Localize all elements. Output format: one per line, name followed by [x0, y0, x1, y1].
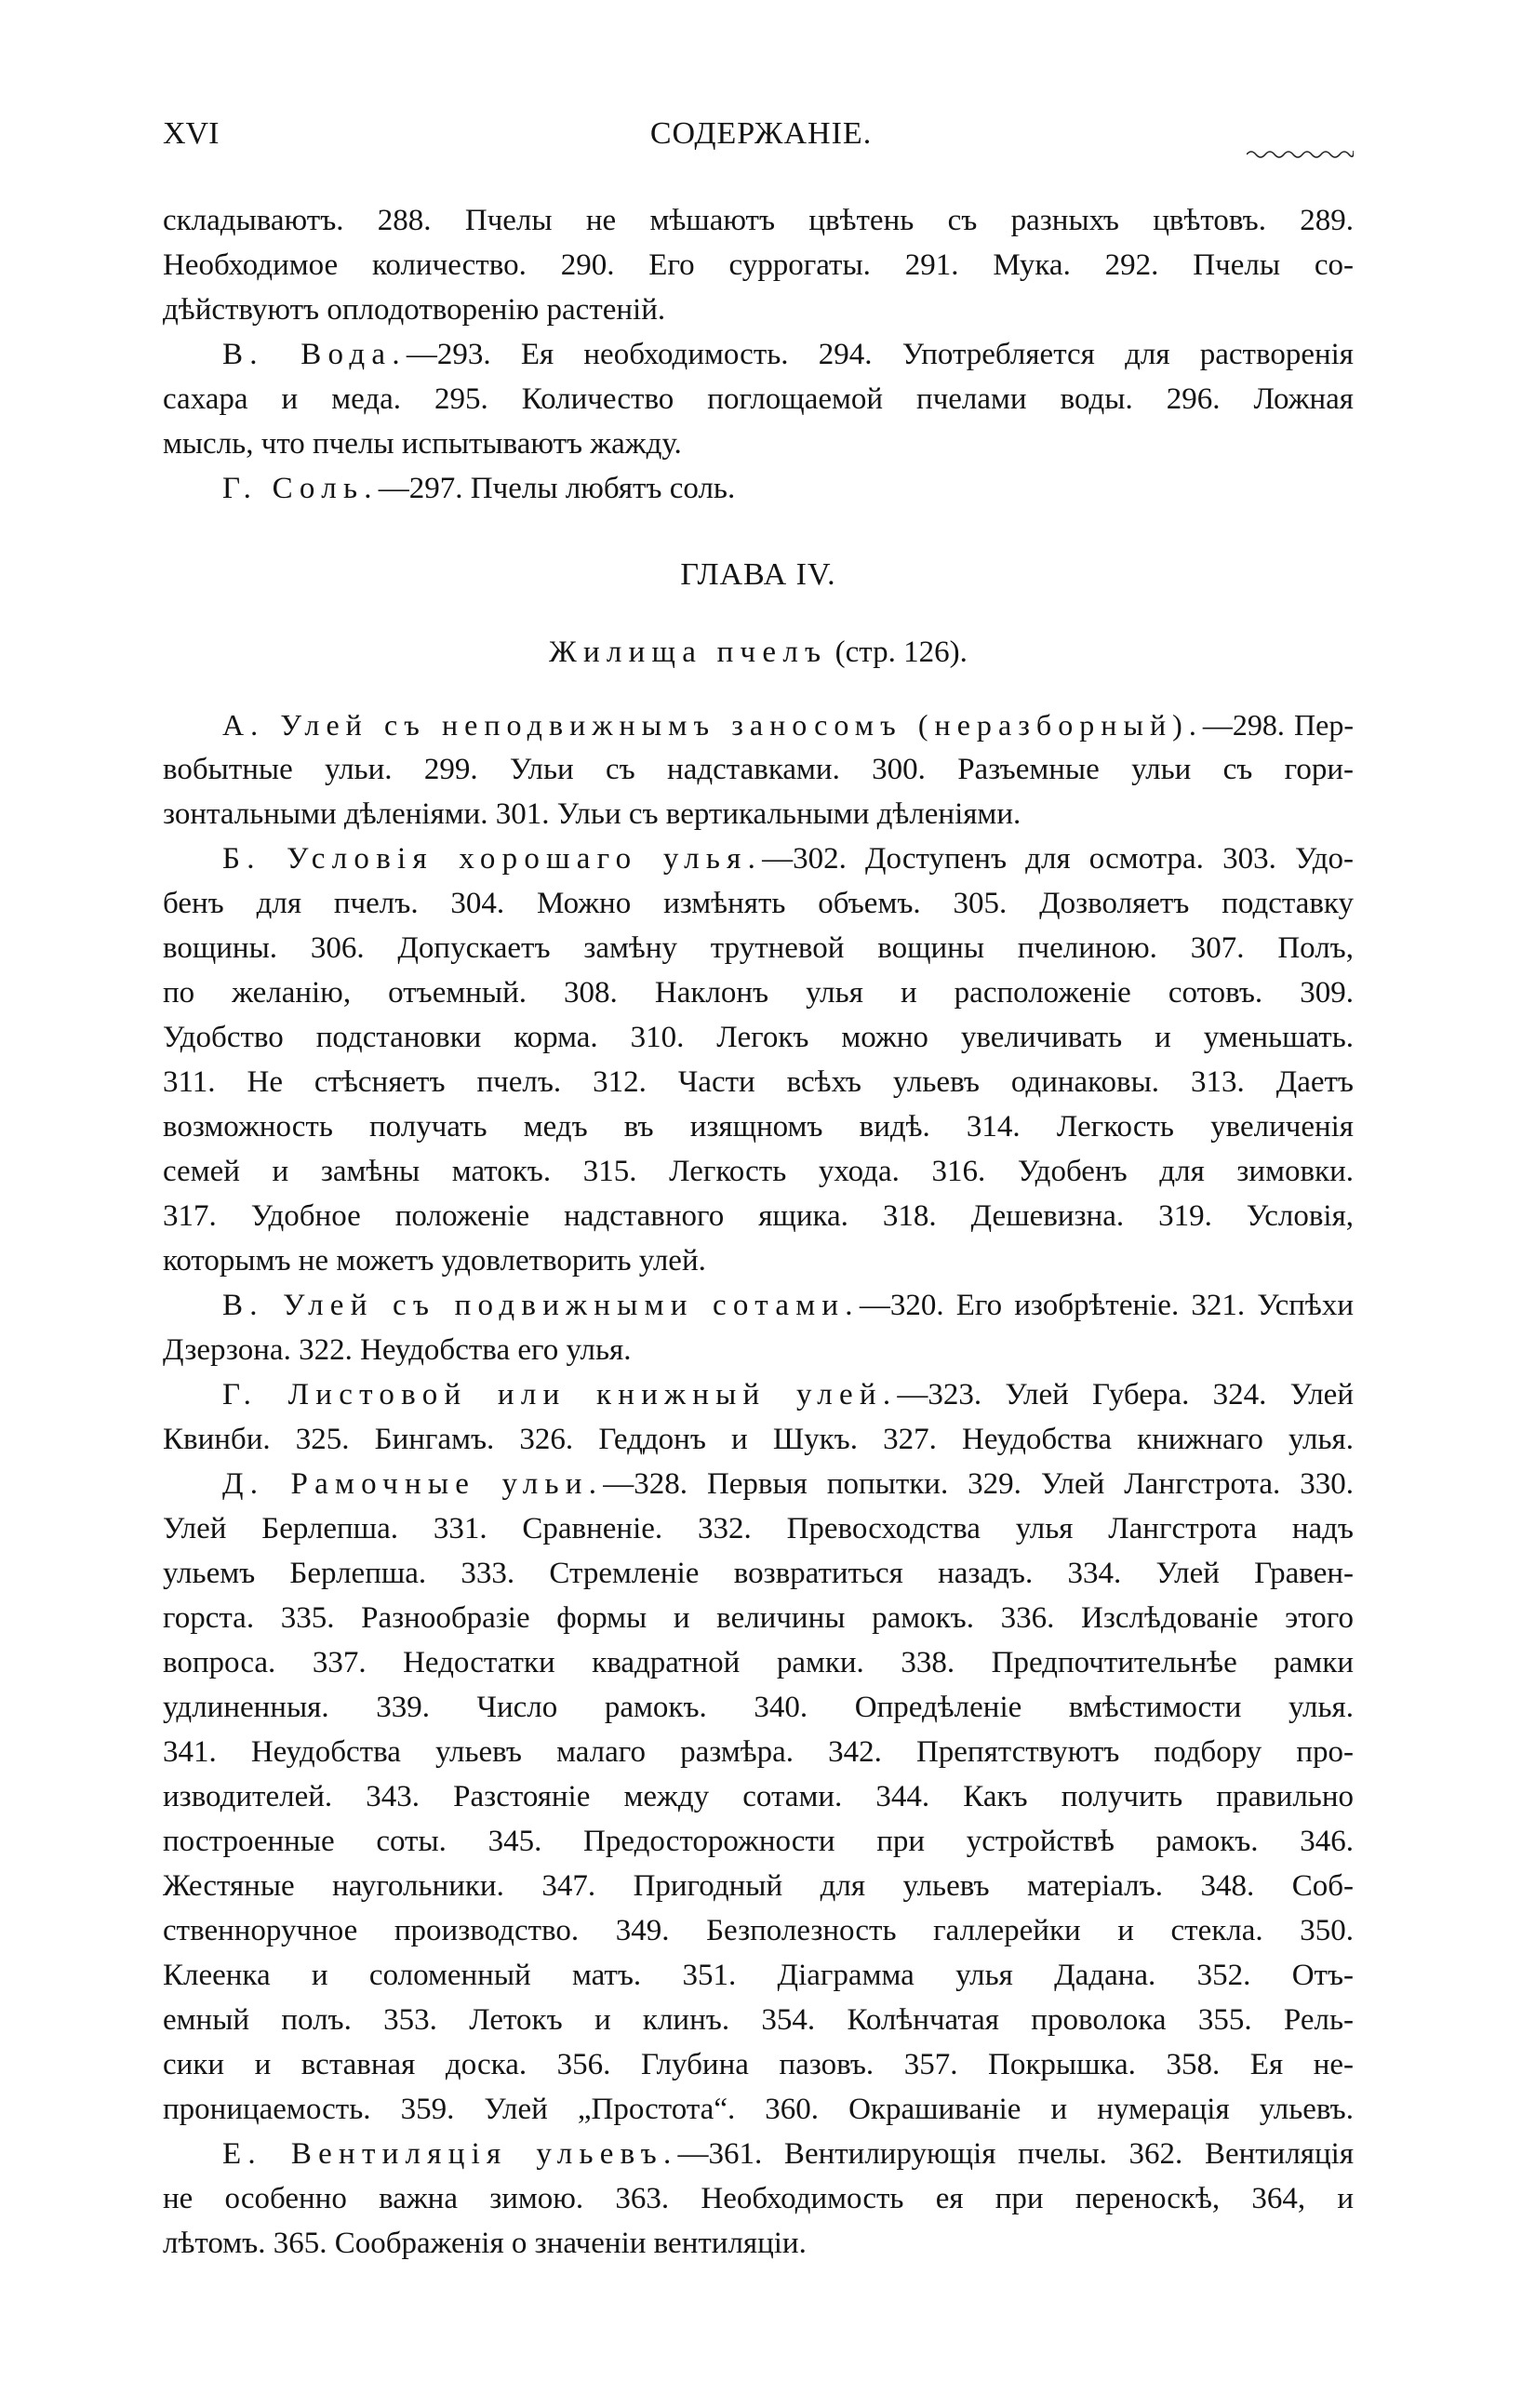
table-of-contents — [163, 198, 1354, 2266]
toc-line-text: возможность получать медъ въ изящномъ видѣ. 314. Легкость увеличенія — [163, 1110, 1354, 1144]
page-number: XVI — [163, 116, 220, 151]
toc-line — [163, 1864, 1354, 1908]
toc-line — [163, 1194, 1354, 1238]
toc-line-text: мысль, что пчелы испытываютъ жажду. — [163, 427, 682, 461]
toc-line — [163, 2087, 1354, 2132]
toc-line-text: Квинби. 325. Бингамъ. 326. Геддонъ и Шукъ. 327. Неудобства книжнаго улья. — [163, 1423, 1354, 1456]
toc-line — [163, 970, 1354, 1015]
toc-line — [163, 1774, 1354, 1819]
toc-line — [163, 1908, 1354, 1953]
toc-line-text: вопроса. 337. Недостатки квадратной рамки. 338. Предпочтительнѣе рамки — [163, 1646, 1354, 1679]
toc-paragraph — [163, 2132, 1354, 2266]
toc-line-text: построенные соты. 345. Предосторожности при устройствѣ рамокъ. 346. — [163, 1825, 1354, 1858]
toc-line-text: вобытные ульи. 299. Ульи съ надставками. 300. Разъемные ульи съ гори- — [163, 753, 1354, 786]
toc-line — [163, 1685, 1354, 1730]
toc-line-text: —302. Доступенъ для осмотра. 303. Удо- — [762, 842, 1354, 876]
toc-line — [163, 1462, 1354, 1506]
section-lead: А. Улей съ неподвижнымъ заносомъ (неразборный). — [222, 708, 1203, 742]
toc-line — [163, 1060, 1354, 1104]
toc-line-text: —293. Ея необходимость. 294. Употребляется для растворенія — [406, 338, 1354, 371]
toc-line-text: изводителей. 343. Разстояніе между сотами. 344. Какъ получить правильно — [163, 1780, 1354, 1813]
toc-line — [163, 332, 1354, 377]
toc-line-text: складываютъ. 288. Пчелы не мѣшаютъ цвѣтень съ разныхъ цвѣтовъ. 289. — [163, 204, 1354, 237]
chapter-subtitle-page: (стр. 126). — [827, 635, 968, 669]
section-lead: Б. Условія хорошаго улья. — [222, 842, 763, 876]
toc-line-text: 317. Удобное положеніе надставного ящика. 318. Дешевизна. 319. Условія, — [163, 1199, 1354, 1233]
toc-line-text: Жестяные наугольники. 347. Пригодный для ульевъ матеріалъ. 348. Соб- — [163, 1869, 1354, 1903]
toc-line — [163, 377, 1354, 421]
toc-line — [163, 1328, 1354, 1372]
toc-line — [163, 747, 1354, 792]
toc-line — [163, 1238, 1354, 1283]
toc-line — [163, 1372, 1354, 1417]
toc-line-text: ственноручное производство. 349. Безполезность галлерейки и стекла. 350. — [163, 1914, 1354, 1947]
chapter-subtitle — [163, 630, 1354, 702]
toc-paragraph — [163, 332, 1354, 466]
toc-line — [163, 1283, 1354, 1328]
toc-line-text: удлиненныя. 339. Число рамокъ. 340. Опредѣленіе вмѣстимости улья. — [163, 1691, 1354, 1724]
section-lead: В. Улей съ подвижными сотами. — [222, 1289, 860, 1322]
chapter-heading: ГЛАВА IV. — [680, 557, 836, 592]
toc-line — [163, 1998, 1354, 2042]
toc-line-text: Удобство подстановки корма. 310. Легокъ можно увеличивать и уменьшать. — [163, 1021, 1354, 1054]
toc-line-text: горста. 335. Разнообразіе формы и величины рамокъ. 336. Изслѣдованіе этого — [163, 1601, 1354, 1635]
toc-paragraph — [163, 198, 1354, 332]
toc-line — [163, 1149, 1354, 1194]
toc-paragraph — [163, 466, 1354, 511]
toc-line-text: —361. Вентилирующія пчелы. 362. Вентиляція — [677, 2137, 1354, 2171]
toc-paragraph — [163, 1283, 1354, 1372]
section-continuation — [163, 198, 1354, 511]
toc-line-text: семей и замѣны матокъ. 315. Легкость ухода. 316. Удобенъ для зимовки. — [163, 1155, 1354, 1188]
toc-line-text: —328. Первыя попытки. 329. Улей Лангстрота. 330. — [603, 1467, 1354, 1501]
toc-line-text: 311. Не стѣсняетъ пчелъ. 312. Части всѣхъ ульевъ одинаковы. 313. Даетъ — [163, 1065, 1354, 1099]
toc-line — [163, 836, 1354, 881]
chapter-contents — [163, 702, 1354, 2266]
toc-line — [163, 1506, 1354, 1551]
toc-line — [163, 198, 1354, 243]
toc-line-text: сахара и меда. 295. Количество поглощаемой пчелами воды. 296. Ложная — [163, 382, 1354, 416]
section-lead: Д. Рамочные ульи. — [222, 1467, 604, 1501]
toc-line-text: сики и вставная доска. 356. Глубина пазовъ. 357. Покрышка. 358. Ея не- — [163, 2048, 1354, 2081]
toc-line — [163, 288, 1354, 332]
wavy-ornament — [1247, 149, 1354, 164]
toc-line-text: проницаемость. 359. Улей „Простота“. 360. Окрашиваніе и нумерація ульевъ. — [163, 2093, 1354, 2126]
toc-line — [163, 2042, 1354, 2087]
toc-line — [163, 1551, 1354, 1596]
toc-line — [163, 2221, 1354, 2266]
toc-line-text: Дзерзона. 322. Неудобства его улья. — [163, 1333, 632, 1367]
toc-line — [163, 1417, 1354, 1462]
toc-line-text: емный полъ. 353. Летокъ и клинъ. 354. Колѣнчатая проволока 355. Рель- — [163, 2003, 1354, 2037]
toc-line-text: —298. Пер- — [1202, 708, 1354, 742]
toc-line-text: по желанію, отъемный. 308. Наклонъ улья и расположеніе сотовъ. 309. — [163, 976, 1354, 1010]
toc-line — [163, 881, 1354, 926]
toc-line — [163, 1953, 1354, 1998]
section-lead: Г. Соль. — [222, 472, 379, 505]
toc-line-text: зонтальными дѣленіями. 301. Ульи съ вертикальными дѣленіями. — [163, 797, 1021, 831]
toc-line — [163, 466, 1354, 511]
toc-paragraph — [163, 1462, 1354, 2132]
toc-line — [163, 926, 1354, 970]
toc-paragraph — [163, 836, 1354, 1283]
toc-line — [163, 792, 1354, 836]
toc-line-text: ульемъ Берлепша. 333. Стремленіе возвратиться назадъ. 334. Улей Гравен- — [163, 1557, 1354, 1590]
toc-paragraph — [163, 1372, 1354, 1462]
section-lead: Г. Листовой или книжный улей. — [222, 1378, 898, 1411]
toc-line-text: 341. Неудобства ульевъ малаго размѣра. 342. Препятствуютъ подбору про- — [163, 1735, 1354, 1769]
toc-line — [163, 421, 1354, 466]
running-title: СОДЕРЖАНІЕ. — [649, 116, 873, 151]
toc-line-text: Клеенка и соломенный матъ. 351. Діаграмма улья Дадана. 352. Отъ- — [163, 1959, 1354, 1992]
toc-line — [163, 1104, 1354, 1149]
toc-line-text: Необходимое количество. 290. Его суррогаты. 291. Мука. 292. Пчелы со- — [163, 248, 1354, 282]
section-lead: Е. Вентиляція ульевъ. — [222, 2137, 678, 2171]
toc-line-text: —320. Его изобрѣтеніе. 321. Успѣхи — [859, 1289, 1354, 1322]
toc-line-text: —297. Пчелы любятъ соль. — [378, 472, 736, 505]
toc-line — [163, 1015, 1354, 1060]
toc-line — [163, 1819, 1354, 1864]
toc-line-text: не особенно важна зимою. 363. Необходимость ея при переноскѣ, 364, и — [163, 2182, 1354, 2215]
toc-line-text: бенъ для пчелъ. 304. Можно измѣнять объемъ. 305. Дозволяетъ подставку — [163, 887, 1354, 920]
toc-line — [163, 1730, 1354, 1774]
toc-line-text: которымъ не можетъ удовлетворить улей. — [163, 1244, 706, 1278]
toc-line-text: —323. Улей Губера. 324. Улей — [897, 1378, 1354, 1411]
toc-line — [163, 1596, 1354, 1640]
toc-line — [163, 2132, 1354, 2176]
toc-line — [163, 1640, 1354, 1685]
toc-line-text: дѣйствуютъ оплодотворенію растеній. — [163, 293, 666, 327]
section-lead: В. Вода. — [222, 338, 407, 371]
toc-line-text: лѣтомъ. 365. Соображенія о значеніи вентиляціи. — [163, 2227, 807, 2260]
chapter-subtitle-spaced: Жилища пчелъ — [549, 635, 828, 669]
toc-line — [163, 702, 1354, 747]
toc-line-text: вощины. 306. Допускаетъ замѣну трутневой вощины пчелиною. 307. Полъ, — [163, 931, 1354, 965]
toc-line — [163, 243, 1354, 288]
toc-line-text: Улей Берлепша. 331. Сравненіе. 332. Превосходства улья Лангстрота надъ — [163, 1512, 1354, 1545]
toc-line — [163, 2176, 1354, 2221]
toc-paragraph — [163, 702, 1354, 836]
